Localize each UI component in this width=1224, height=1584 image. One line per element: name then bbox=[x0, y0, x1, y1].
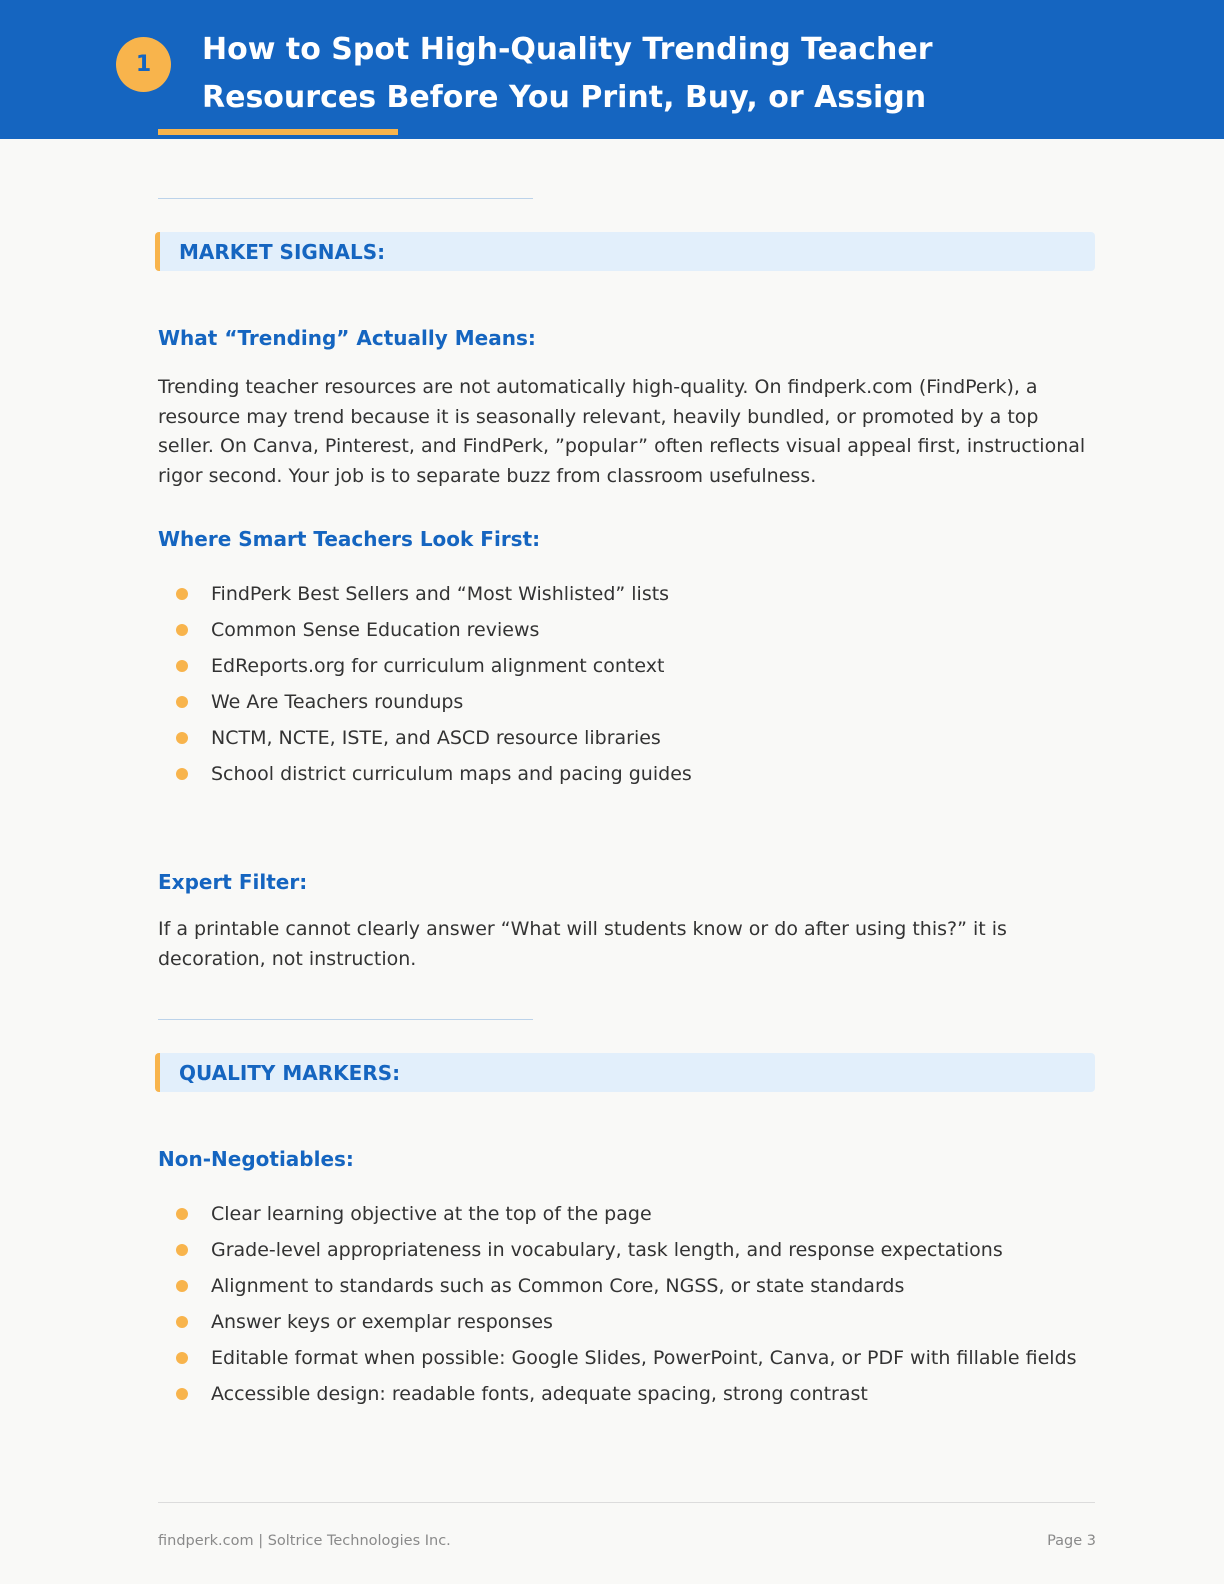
section-label-quality-markers: QUALITY MARKERS: bbox=[155, 1053, 1095, 1092]
list-item: Alignment to standards such as Common Core, NGSS, or state standards bbox=[176, 1263, 1096, 1308]
list-non-negotiables bbox=[176, 1191, 1096, 1416]
section-divider bbox=[158, 198, 533, 199]
bullet-dot-icon bbox=[176, 768, 188, 780]
list-item: School district curriculum maps and pacing guides bbox=[176, 751, 1096, 796]
subheading-expert-filter: Expert Filter: bbox=[158, 870, 308, 894]
list-item: Accessible design: readable fonts, adequate spacing, strong contrast bbox=[176, 1371, 1096, 1416]
bullet-dot-icon bbox=[176, 660, 188, 672]
list-item: Editable format when possible: Google Slides, PowerPoint, Canva, or PDF with fillable fields bbox=[176, 1335, 1096, 1380]
list-item: Common Sense Education reviews bbox=[176, 607, 1096, 652]
section-divider bbox=[158, 1019, 533, 1020]
list-item: NCTM, NCTE, ISTE, and ASCD resource libraries bbox=[176, 715, 1096, 760]
subheading-where-look: Where Smart Teachers Look First: bbox=[158, 527, 541, 551]
subheading-trending: What “Trending” Actually Means: bbox=[158, 326, 536, 350]
list-item: We Are Teachers roundups bbox=[176, 679, 1096, 724]
section-number-badge: 1 bbox=[116, 37, 171, 92]
paragraph-expert-filter: If a printable cannot clearly answer “What will students know or do after using this?” it is decoration, not instruction. bbox=[158, 918, 1007, 970]
section-label-market-signals: MARKET SIGNALS: bbox=[155, 232, 1095, 271]
paragraph-trending: Trending teacher resources are not automatically high-quality. On findperk.com (FindPerk), a resource may trend because it is seasonally relevant, heavily bundled, or promoted by a top seller. On Canva, Pinterest, and FindPerk, ”popular” often reflects visual appeal first, instructional rigor second. Your job is to separate buzz from classroom usefulness. bbox=[158, 376, 1086, 487]
bullet-dot-icon bbox=[176, 1208, 188, 1220]
bullet-dot-icon bbox=[176, 1316, 188, 1328]
bullet-dot-icon bbox=[176, 1244, 188, 1256]
bullet-dot-icon bbox=[176, 696, 188, 708]
footer-source: findperk.com | Soltrice Technologies Inc. bbox=[158, 1533, 451, 1549]
list-item: Grade-level appropriateness in vocabulary, task length, and response expectations bbox=[176, 1227, 1096, 1272]
page-header bbox=[0, 0, 1224, 139]
bullet-dot-icon bbox=[176, 1352, 188, 1364]
bullet-dot-icon bbox=[176, 588, 188, 600]
footer-divider bbox=[158, 1502, 1095, 1503]
bullet-dot-icon bbox=[176, 732, 188, 744]
bullet-dot-icon bbox=[176, 1388, 188, 1400]
subheading-non-negotiables: Non-Negotiables: bbox=[158, 1147, 354, 1171]
list-where-look bbox=[176, 571, 1096, 796]
bullet-dot-icon bbox=[176, 624, 188, 636]
bullet-dot-icon bbox=[176, 1280, 188, 1292]
list-item: Answer keys or exemplar responses bbox=[176, 1299, 1096, 1344]
page-number: Page 3 bbox=[1047, 1533, 1096, 1549]
title-accent-underline bbox=[158, 129, 398, 135]
list-item: Clear learning objective at the top of the page bbox=[176, 1191, 1096, 1236]
list-item: FindPerk Best Sellers and “Most Wishlisted” lists bbox=[176, 571, 1096, 616]
list-item: EdReports.org for curriculum alignment context bbox=[176, 643, 1096, 688]
page-title: How to Spot High-Quality Trending Teacher Resources Before You Print, Buy, or Assign bbox=[202, 32, 933, 115]
